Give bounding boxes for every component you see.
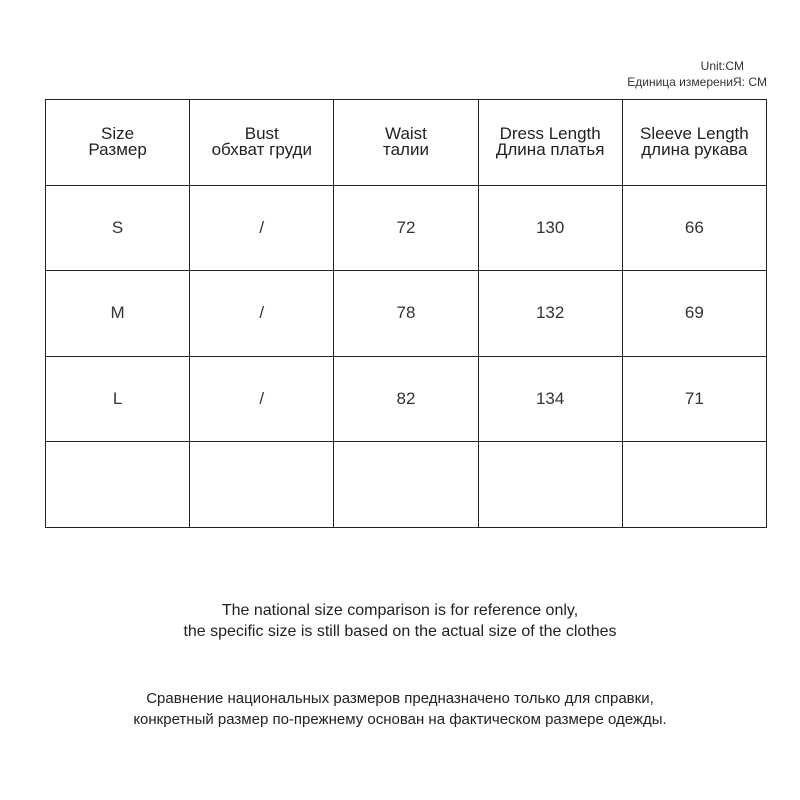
- cell-dress-length: 134: [478, 356, 622, 442]
- header-sleeve-length-ru: длина рукава: [641, 140, 748, 160]
- cell-sleeve-length: 66: [622, 185, 766, 271]
- header-bust: [190, 100, 334, 186]
- cell-waist: 72: [334, 185, 478, 271]
- header-size-ru: Размер: [88, 140, 147, 160]
- cell-size: M: [46, 271, 190, 357]
- header-sleeve-length: [622, 100, 766, 186]
- cell-size: S: [46, 185, 190, 271]
- cell-size: [46, 442, 190, 528]
- cell-size: L: [46, 356, 190, 442]
- header-dress-length: [478, 100, 622, 186]
- cell-bust: [190, 442, 334, 528]
- cell-sleeve-length: 69: [622, 271, 766, 357]
- disclaimer-en: [0, 600, 800, 642]
- header-size: [46, 100, 190, 186]
- header-bust-en: Bust: [244, 124, 279, 144]
- table-row: [46, 185, 767, 271]
- header-waist-ru: талии: [382, 140, 429, 160]
- header-size-en: Size: [101, 124, 135, 144]
- cell-dress-length: 130: [478, 185, 622, 271]
- table-row: [46, 271, 767, 357]
- table-row: [46, 356, 767, 442]
- cell-bust: /: [190, 185, 334, 271]
- cell-sleeve-length: [622, 442, 766, 528]
- header-waist-en: Waist: [385, 124, 427, 144]
- cell-bust: /: [190, 271, 334, 357]
- disclaimer-ru: [0, 688, 800, 730]
- header-waist: [334, 100, 478, 186]
- cell-waist: [334, 442, 478, 528]
- cell-bust: /: [190, 356, 334, 442]
- cell-sleeve-length: 71: [622, 356, 766, 442]
- unit-label: [627, 58, 767, 90]
- table-row-empty: [46, 442, 767, 528]
- header-bust-ru: обхват груди: [211, 140, 312, 160]
- cell-waist: 82: [334, 356, 478, 442]
- header-dress-length-ru: Длина платья: [495, 140, 605, 160]
- cell-dress-length: [478, 442, 622, 528]
- header-sleeve-length-en: Sleeve Length: [640, 124, 749, 144]
- unit-label-ru: Единица измерениЯ: CM: [627, 75, 767, 89]
- cell-dress-length: 132: [478, 271, 622, 357]
- header-dress-length-en: Dress Length: [499, 124, 601, 144]
- disclaimer-en-line: the specific size is still based on the actual size of the clothes: [183, 623, 617, 640]
- disclaimer-ru-line: конкретный размер по-прежнему основан на фактическом размере одежды.: [133, 711, 667, 728]
- size-chart-table: [45, 99, 767, 528]
- cell-waist: 78: [334, 271, 478, 357]
- table-header-row: [46, 100, 767, 186]
- unit-label-en: Unit:CM: [700, 59, 744, 73]
- disclaimer-en-line: The national size comparison is for reference only,: [221, 602, 579, 619]
- disclaimer-ru-line: Сравнение национальных размеров предназначено только для справки,: [146, 690, 654, 707]
